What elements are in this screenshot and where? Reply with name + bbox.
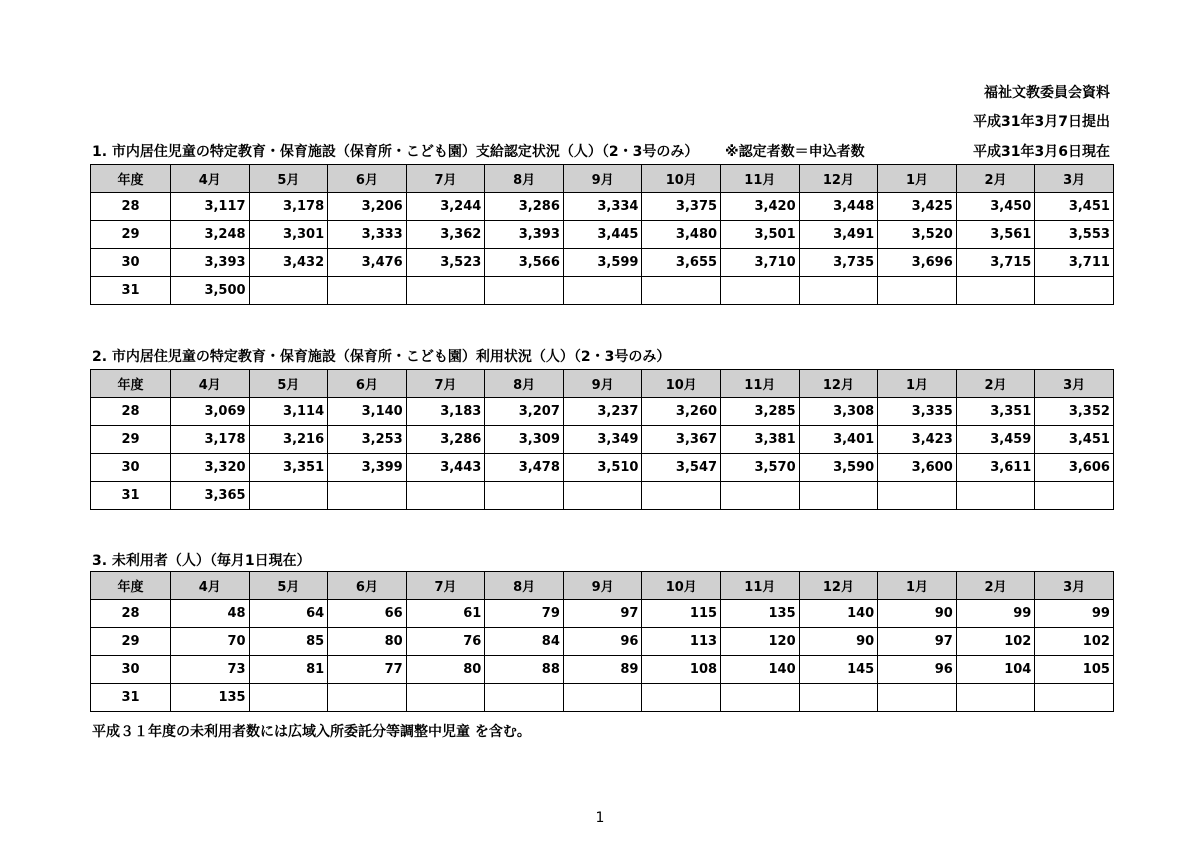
value-cell: 3,216	[249, 426, 328, 454]
table-row	[91, 193, 1114, 221]
value-cell: 3,696	[878, 249, 957, 277]
value-cell: 3,117	[171, 193, 250, 221]
value-cell: 3,260	[642, 398, 721, 426]
year-cell: 29	[91, 628, 171, 656]
value-cell: 135	[171, 684, 250, 712]
value-cell: 3,393	[485, 221, 564, 249]
month-header: 12月	[799, 572, 878, 600]
month-header: 11月	[721, 165, 800, 193]
value-cell: 3,655	[642, 249, 721, 277]
year-cell: 31	[91, 277, 171, 305]
value-cell: 3,445	[563, 221, 642, 249]
value-cell: 96	[563, 628, 642, 656]
value-cell: 140	[721, 656, 800, 684]
value-cell: 3,178	[171, 426, 250, 454]
year-header: 年度	[91, 370, 171, 398]
month-header: 12月	[799, 165, 878, 193]
value-cell: 3,491	[799, 221, 878, 249]
value-cell: 3,253	[328, 426, 407, 454]
value-cell: 64	[249, 600, 328, 628]
month-header: 9月	[563, 572, 642, 600]
value-cell: 3,611	[956, 454, 1035, 482]
value-cell	[406, 482, 485, 510]
value-cell: 3,570	[721, 454, 800, 482]
value-cell: 3,286	[406, 426, 485, 454]
value-cell: 3,365	[171, 482, 250, 510]
value-cell: 113	[642, 628, 721, 656]
value-cell: 3,451	[1035, 426, 1114, 454]
value-cell: 3,425	[878, 193, 957, 221]
value-cell	[642, 684, 721, 712]
month-header: 4月	[171, 572, 250, 600]
table-row	[91, 426, 1114, 454]
month-header: 8月	[485, 572, 564, 600]
value-cell	[249, 277, 328, 305]
value-cell: 3,459	[956, 426, 1035, 454]
value-cell: 70	[171, 628, 250, 656]
value-cell: 140	[799, 600, 878, 628]
value-cell	[878, 482, 957, 510]
month-header: 4月	[171, 165, 250, 193]
month-header: 2月	[956, 370, 1035, 398]
value-cell: 3,451	[1035, 193, 1114, 221]
value-cell: 3,285	[721, 398, 800, 426]
year-cell: 29	[91, 221, 171, 249]
year-cell: 31	[91, 482, 171, 510]
as-of-date: 平成31年3月6日現在	[973, 144, 1110, 160]
month-header: 1月	[878, 370, 957, 398]
value-cell: 3,520	[878, 221, 957, 249]
month-header: 8月	[485, 165, 564, 193]
value-cell	[328, 684, 407, 712]
value-cell	[956, 684, 1035, 712]
year-cell: 28	[91, 600, 171, 628]
value-cell: 3,450	[956, 193, 1035, 221]
value-cell	[956, 482, 1035, 510]
value-cell: 3,375	[642, 193, 721, 221]
month-header: 7月	[406, 165, 485, 193]
value-cell	[563, 482, 642, 510]
value-cell	[328, 482, 407, 510]
value-cell: 3,244	[406, 193, 485, 221]
year-cell: 30	[91, 249, 171, 277]
value-cell	[249, 482, 328, 510]
value-cell: 3,301	[249, 221, 328, 249]
table-header-row	[91, 165, 1114, 193]
value-cell: 105	[1035, 656, 1114, 684]
table-row	[91, 249, 1114, 277]
year-cell: 30	[91, 454, 171, 482]
value-cell: 3,476	[328, 249, 407, 277]
value-cell: 135	[721, 600, 800, 628]
value-cell: 3,590	[799, 454, 878, 482]
value-cell: 3,443	[406, 454, 485, 482]
month-header: 7月	[406, 370, 485, 398]
value-cell: 104	[956, 656, 1035, 684]
value-cell: 61	[406, 600, 485, 628]
value-cell: 3,381	[721, 426, 800, 454]
value-cell: 3,308	[799, 398, 878, 426]
value-cell: 3,237	[563, 398, 642, 426]
value-cell	[328, 277, 407, 305]
value-cell: 89	[563, 656, 642, 684]
value-cell	[878, 277, 957, 305]
value-cell	[406, 277, 485, 305]
value-cell: 3,420	[721, 193, 800, 221]
section-1-title: 1. 市内居住児童の特定教育・保育施設（保育所・こども園）支給認定状況（人）（2・3号のみ）	[92, 144, 699, 160]
month-header: 11月	[721, 572, 800, 600]
value-cell: 3,367	[642, 426, 721, 454]
value-cell: 120	[721, 628, 800, 656]
value-cell: 3,334	[563, 193, 642, 221]
month-header: 1月	[878, 572, 957, 600]
value-cell: 85	[249, 628, 328, 656]
value-cell	[563, 277, 642, 305]
value-cell: 3,432	[249, 249, 328, 277]
year-header: 年度	[91, 572, 171, 600]
table-row	[91, 684, 1114, 712]
value-cell: 3,352	[1035, 398, 1114, 426]
value-cell: 3,553	[1035, 221, 1114, 249]
month-header: 3月	[1035, 572, 1114, 600]
month-header: 10月	[642, 165, 721, 193]
month-header: 9月	[563, 165, 642, 193]
month-header: 6月	[328, 165, 407, 193]
value-cell: 3,523	[406, 249, 485, 277]
value-cell	[642, 482, 721, 510]
submitted-date: 平成31年3月7日提出	[973, 114, 1110, 130]
value-cell: 3,286	[485, 193, 564, 221]
value-cell: 3,349	[563, 426, 642, 454]
value-cell: 3,351	[956, 398, 1035, 426]
month-header: 12月	[799, 370, 878, 398]
month-header: 9月	[563, 370, 642, 398]
section-2-title: 2. 市内居住児童の特定教育・保育施設（保育所・こども園）利用状況（人）（2・3号のみ）	[92, 349, 671, 365]
year-cell: 31	[91, 684, 171, 712]
table-row	[91, 628, 1114, 656]
value-cell: 115	[642, 600, 721, 628]
value-cell: 145	[799, 656, 878, 684]
value-cell: 3,401	[799, 426, 878, 454]
value-cell: 3,448	[799, 193, 878, 221]
value-cell: 3,480	[642, 221, 721, 249]
value-cell	[721, 684, 800, 712]
table-row	[91, 398, 1114, 426]
value-cell: 3,715	[956, 249, 1035, 277]
value-cell: 77	[328, 656, 407, 684]
value-cell: 3,178	[249, 193, 328, 221]
value-cell: 97	[563, 600, 642, 628]
value-cell: 90	[878, 600, 957, 628]
month-header: 8月	[485, 370, 564, 398]
value-cell: 90	[799, 628, 878, 656]
month-header: 5月	[249, 572, 328, 600]
value-cell: 80	[406, 656, 485, 684]
table-certification	[90, 164, 1114, 305]
value-cell: 3,309	[485, 426, 564, 454]
month-header: 1月	[878, 165, 957, 193]
value-cell	[485, 482, 564, 510]
value-cell: 76	[406, 628, 485, 656]
year-cell: 29	[91, 426, 171, 454]
value-cell: 99	[956, 600, 1035, 628]
value-cell: 3,606	[1035, 454, 1114, 482]
year-cell: 30	[91, 656, 171, 684]
value-cell: 3,423	[878, 426, 957, 454]
value-cell: 3,599	[563, 249, 642, 277]
value-cell: 3,393	[171, 249, 250, 277]
value-cell: 99	[1035, 600, 1114, 628]
value-cell: 3,069	[171, 398, 250, 426]
value-cell: 3,600	[878, 454, 957, 482]
value-cell: 97	[878, 628, 957, 656]
value-cell	[249, 684, 328, 712]
value-cell: 3,711	[1035, 249, 1114, 277]
table-row	[91, 482, 1114, 510]
month-header: 5月	[249, 165, 328, 193]
month-header: 11月	[721, 370, 800, 398]
month-header: 6月	[328, 370, 407, 398]
month-header: 5月	[249, 370, 328, 398]
month-header: 7月	[406, 572, 485, 600]
month-header: 3月	[1035, 165, 1114, 193]
month-header: 6月	[328, 572, 407, 600]
value-cell: 3,501	[721, 221, 800, 249]
value-cell: 108	[642, 656, 721, 684]
value-cell: 3,207	[485, 398, 564, 426]
value-cell	[1035, 482, 1114, 510]
value-cell: 3,114	[249, 398, 328, 426]
value-cell: 3,335	[878, 398, 957, 426]
value-cell	[642, 277, 721, 305]
value-cell: 3,333	[328, 221, 407, 249]
value-cell: 73	[171, 656, 250, 684]
value-cell	[563, 684, 642, 712]
value-cell: 79	[485, 600, 564, 628]
table-header-row	[91, 370, 1114, 398]
value-cell	[485, 277, 564, 305]
value-cell	[721, 277, 800, 305]
value-cell: 81	[249, 656, 328, 684]
value-cell	[956, 277, 1035, 305]
table-row	[91, 221, 1114, 249]
value-cell	[799, 482, 878, 510]
page-number: 1	[595, 810, 605, 826]
month-header: 10月	[642, 572, 721, 600]
table-header-row	[91, 572, 1114, 600]
value-cell	[1035, 684, 1114, 712]
value-cell: 48	[171, 600, 250, 628]
value-cell: 88	[485, 656, 564, 684]
year-header: 年度	[91, 165, 171, 193]
value-cell: 3,547	[642, 454, 721, 482]
value-cell	[878, 684, 957, 712]
value-cell: 3,566	[485, 249, 564, 277]
month-header: 2月	[956, 165, 1035, 193]
month-header: 10月	[642, 370, 721, 398]
value-cell: 96	[878, 656, 957, 684]
value-cell: 3,478	[485, 454, 564, 482]
section-1-note: ※認定者数＝申込者数	[725, 144, 865, 160]
committee-label: 福祉文教委員会資料	[984, 85, 1110, 101]
table-unused	[90, 571, 1114, 712]
footnote: 平成３１年度の未利用者数には広域入所委託分等調整中児童 を含む。	[92, 724, 531, 740]
value-cell: 3,183	[406, 398, 485, 426]
value-cell: 3,140	[328, 398, 407, 426]
value-cell: 102	[956, 628, 1035, 656]
month-header: 4月	[171, 370, 250, 398]
value-cell: 3,710	[721, 249, 800, 277]
table-row	[91, 656, 1114, 684]
value-cell: 3,735	[799, 249, 878, 277]
value-cell: 3,351	[249, 454, 328, 482]
table-row	[91, 600, 1114, 628]
value-cell: 102	[1035, 628, 1114, 656]
month-header: 2月	[956, 572, 1035, 600]
value-cell	[485, 684, 564, 712]
value-cell: 3,248	[171, 221, 250, 249]
year-cell: 28	[91, 398, 171, 426]
value-cell: 3,399	[328, 454, 407, 482]
value-cell: 3,362	[406, 221, 485, 249]
value-cell: 3,500	[171, 277, 250, 305]
value-cell	[799, 277, 878, 305]
value-cell	[721, 482, 800, 510]
table-row	[91, 277, 1114, 305]
section-3-title: 3. 未利用者（人）（毎月1日現在）	[92, 553, 311, 569]
value-cell: 66	[328, 600, 407, 628]
value-cell: 3,510	[563, 454, 642, 482]
table-usage	[90, 369, 1114, 510]
value-cell: 3,206	[328, 193, 407, 221]
value-cell	[799, 684, 878, 712]
value-cell: 80	[328, 628, 407, 656]
month-header: 3月	[1035, 370, 1114, 398]
value-cell: 3,561	[956, 221, 1035, 249]
year-cell: 28	[91, 193, 171, 221]
table-row	[91, 454, 1114, 482]
value-cell	[406, 684, 485, 712]
value-cell: 3,320	[171, 454, 250, 482]
value-cell	[1035, 277, 1114, 305]
value-cell: 84	[485, 628, 564, 656]
